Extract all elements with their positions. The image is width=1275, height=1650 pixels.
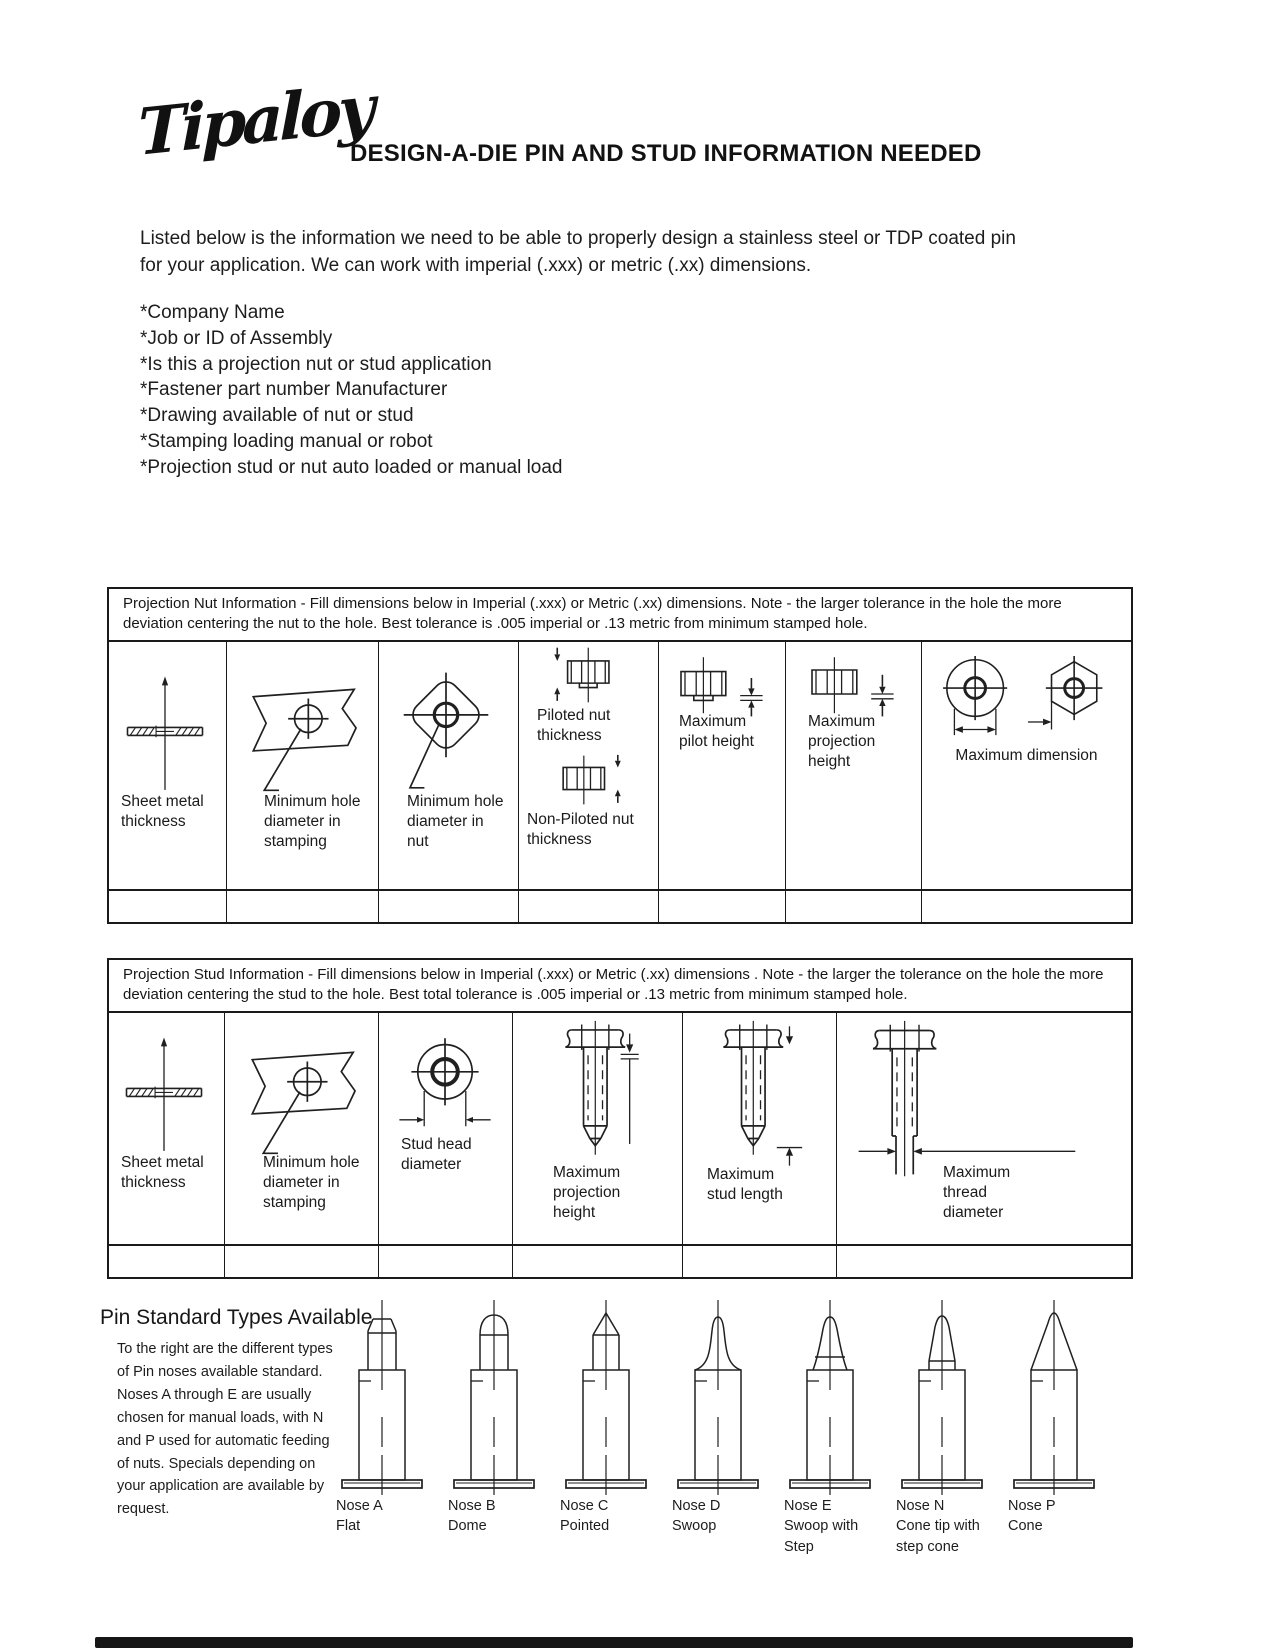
nut-table-input-row [109,889,1131,922]
requirement-item: *Company Name [140,302,285,323]
stud-input-max-thread-diameter[interactable] [836,1246,1131,1277]
requirement-item: *Drawing available of nut or stud [140,405,414,427]
intro-paragraph: Listed below is the information we need to be able to properly design a stainless steel or TDP coated pin for your application. We can work with imperial (.xxx) or metric (.xx) dimensions. [140,228,1016,276]
piloted-nut-thickness-diagram [541,646,637,704]
stud-cell-max-thread-diameter [836,1013,1131,1244]
page-title: DESIGN-A-DIE PIN AND STUD INFORMATION NEEDED [350,140,982,167]
stud-input-max-stud-length[interactable] [682,1246,836,1277]
nut-input-min-hole-nut[interactable] [378,891,518,922]
stud-label-stud-head-diameter: Stud head diameter [401,1136,472,1174]
nut-label-max-projection-height: Maximum projection height [808,713,876,771]
pin-nose-e-diagram [778,1295,882,1495]
max-dimension-diagram [928,652,1126,742]
pin-caption [778,1496,882,1557]
stud-table-header: Projection Stud Information - Fill dimensions below in Imperial (.xxx) or Metric (.xx) dimensions . Note - the larger the tolerance on the hole the more deviation centering the stud to the hole. Best total tolerance is .005 imperial or .13 metric from minimum stamped hole. [109,960,1131,1013]
stud-label-min-hole-stamping: Minimum hole diameter in stamping [263,1154,360,1212]
sheet-metal-thickness-diagram [115,672,215,806]
pin-caption [890,1496,994,1557]
pin-name: Nose C [560,1498,609,1514]
nut-input-nut-thickness[interactable] [518,891,658,922]
stud-table-diagram-row [109,1013,1131,1244]
pin-caption [330,1496,434,1537]
pin-nose-c-diagram [554,1295,658,1495]
pin-nose-a [330,1295,442,1557]
pin-caption [554,1496,658,1537]
nut-label-min-hole-stamping: Minimum hole diameter in stamping [264,793,361,851]
stud-input-sheet-metal-thickness[interactable] [109,1246,224,1277]
pin-caption [1002,1496,1106,1537]
max-pilot-height-diagram [665,654,777,718]
pin-nose-c [554,1295,666,1557]
pin-nose-n-diagram [890,1295,994,1495]
nut-cell-max-projection-height [785,642,921,889]
nut-label-piloted-thickness: Piloted nut thickness [537,707,611,745]
sheet-metal-thickness-diagram [114,1033,214,1167]
nut-input-max-dimension[interactable] [921,891,1131,922]
pin-name: Nose D [672,1498,721,1514]
requirement-item: *Fastener part number Manufacturer [140,379,448,401]
nut-cell-sheet-metal-thickness [109,642,226,889]
stud-label-max-stud-length: Maximum stud length [707,1166,783,1204]
pin-nose-d [666,1295,778,1557]
page-edge-artifact [95,1637,1133,1648]
pin-nose-b [442,1295,554,1557]
nut-cell-max-dimension [921,642,1131,889]
nut-input-sheet-metal-thickness[interactable] [109,891,226,922]
requirement-item: *Projection stud or nut auto loaded or manual load [140,456,563,478]
stud-cell-max-stud-length [682,1013,836,1244]
nut-label-non-piloted-thickness: Non-Piloted nut thickness [527,811,634,849]
pin-type: Swoop [672,1518,717,1535]
nut-cell-max-pilot-height [658,642,785,889]
pin-nose-d-diagram [666,1295,770,1495]
nut-input-max-pilot-height[interactable] [658,891,785,922]
stud-cell-min-hole-stamping [224,1013,378,1244]
pin-type: Pointed [560,1518,610,1535]
pin-nose-p [1002,1295,1114,1557]
nut-table-header: Projection Nut Information - Fill dimensions below in Imperial (.xxx) or Metric (.xx) dimensions. Note - the larger tolerance in the hole the more deviation centering the nut to the hole. Best tolerance is .005 imperial or .13 metric from minimum stamped hole. [109,589,1131,642]
pin-caption [442,1496,546,1537]
nut-cell-nut-thickness [518,642,658,889]
min-hole-nut-diagram [383,660,509,813]
tipaloy-logo: Tipaloy [138,71,372,171]
stud-label-max-thread-diameter: Maximum thread diameter [943,1164,1011,1222]
stud-input-min-hole-stamping[interactable] [224,1246,378,1277]
pin-name: Nose B [448,1498,496,1514]
stud-label-sheet-metal-thickness: Sheet metal thickness [121,1154,204,1192]
pin-type: Cone [1008,1518,1043,1535]
pin-nose-b-diagram [442,1295,546,1495]
requirement-item: *Is this a projection nut or stud application [140,353,492,375]
nut-max-projection-height-diagram [796,654,908,718]
stud-head-diameter-diagram [385,1027,505,1147]
requirements-list [140,300,563,481]
requirement-item: *Job or ID of Assembly [140,327,333,349]
stud-cell-stud-head-diameter [378,1013,512,1244]
pin-type: Dome [448,1518,487,1535]
stud-label-max-projection-height: Maximum projection height [553,1164,621,1222]
pin-nose-p-diagram [1002,1295,1106,1495]
pin-name: Nose P [1008,1498,1056,1514]
nut-label-max-dimension: Maximum dimension [955,747,1098,765]
pin-types-row [330,1295,1120,1557]
pin-name: Nose E [784,1498,832,1514]
pin-section-heading: Pin Standard Types Available [100,1306,373,1329]
pin-name: Nose A [336,1498,383,1514]
max-stud-length-diagram [699,1019,813,1173]
nut-label-sheet-metal-thickness: Sheet metal thickness [121,793,204,831]
nut-input-max-projection-height[interactable] [785,891,921,922]
pin-section-description: To the right are the different types of Pin noses available standard. Noses A through E are usually chosen for manual loads, with N and P used for automatic feeding of nuts. Specials depending on your application are available by request. [117,1341,333,1518]
requirement-item: *Stamping loading manual or robot [140,430,433,452]
nut-label-min-hole-nut: Minimum hole diameter in nut [407,793,504,851]
max-thread-diameter-diagram [847,1019,1085,1182]
stud-max-projection-height-diagram [541,1019,655,1173]
nut-label-max-pilot-height: Maximum pilot height [679,713,754,751]
stud-cell-max-projection-height [512,1013,682,1244]
stud-cell-sheet-metal-thickness [109,1013,224,1244]
projection-nut-table [107,587,1133,924]
pin-caption [666,1496,770,1537]
nut-input-min-hole-stamping[interactable] [226,891,378,922]
pin-type: Cone tip with step cone [896,1518,980,1555]
stud-input-stud-head-diameter[interactable] [378,1246,512,1277]
pin-nose-a-diagram [330,1295,434,1495]
nut-cell-min-hole-nut [378,642,518,889]
pin-nose-n [890,1295,1002,1557]
non-piloted-nut-thickness-diagram [541,754,637,806]
stud-input-max-projection-height[interactable] [512,1246,682,1277]
pin-type: Swoop with Step [784,1518,859,1555]
pin-nose-e [778,1295,890,1557]
pin-name: Nose N [896,1498,945,1514]
stud-table-input-row [109,1244,1131,1277]
nut-table-diagram-row [109,642,1131,889]
projection-stud-table [107,958,1133,1279]
pin-type: Flat [336,1518,361,1535]
nut-cell-min-hole-stamping [226,642,378,889]
